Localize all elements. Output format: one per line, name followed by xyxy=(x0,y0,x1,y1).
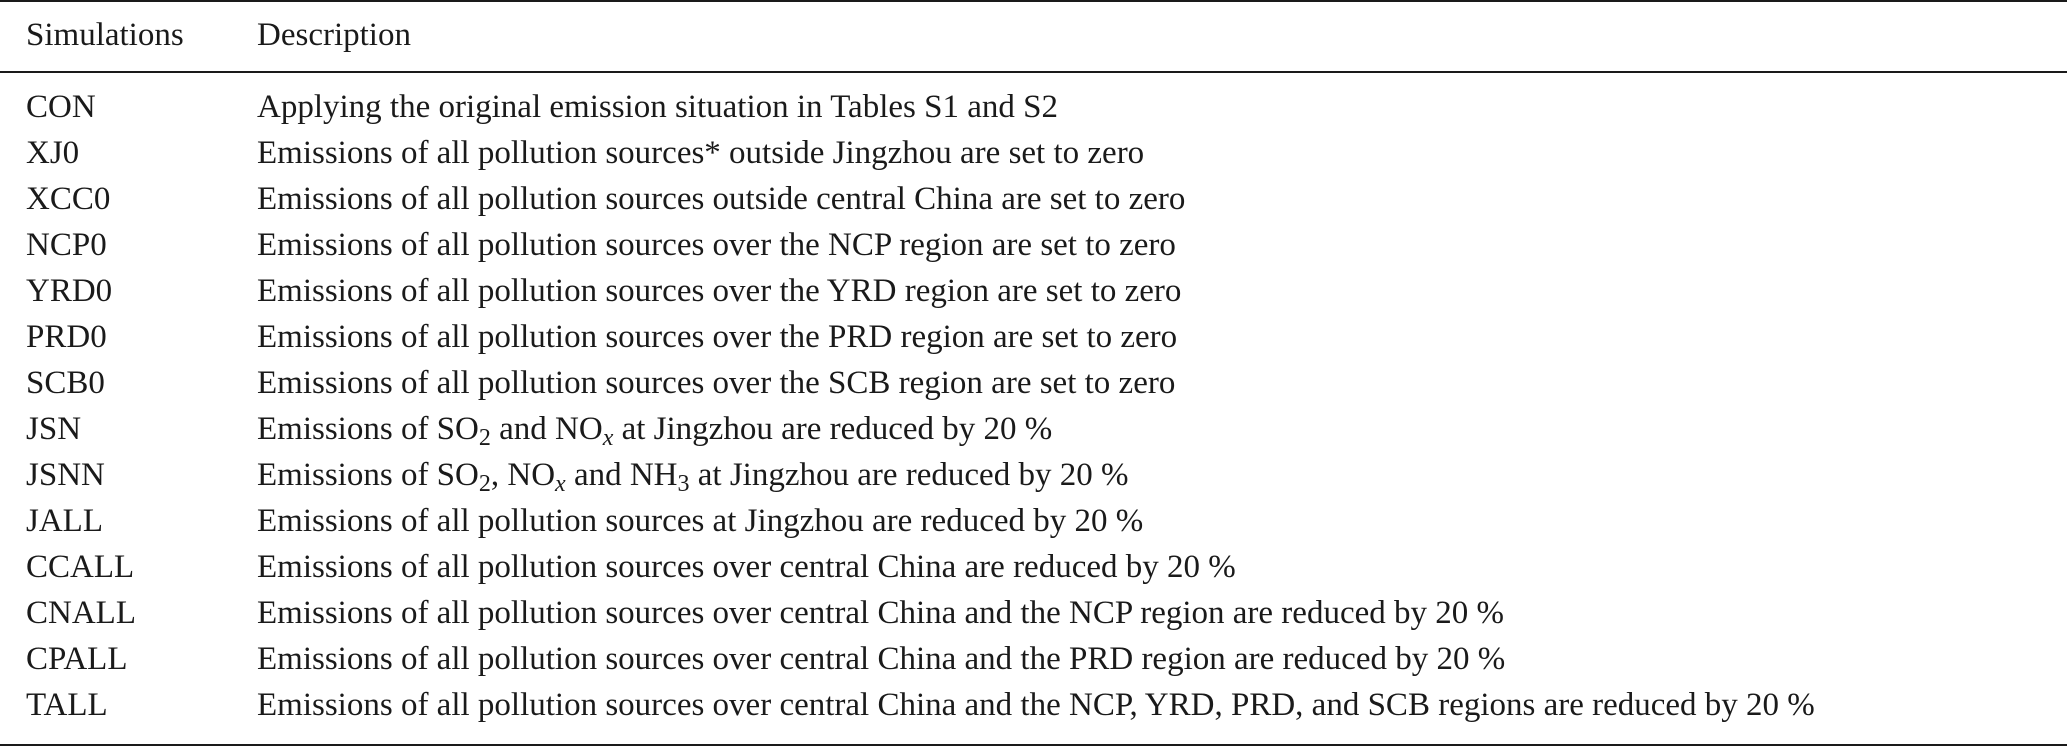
simulation-description: Emissions of all pollution sources over the NCP region are set to zero xyxy=(257,227,1176,263)
table-row xyxy=(0,314,2067,360)
simulation-name: CPALL xyxy=(26,641,128,677)
table-header-rule xyxy=(0,71,2067,73)
simulation-description: Emissions of all pollution sources* outside Jingzhou are set to zero xyxy=(257,135,1145,171)
simulation-name: JSN xyxy=(26,411,82,447)
simulation-name: JALL xyxy=(26,503,103,539)
table-row xyxy=(0,268,2067,314)
simulation-description: Emissions of all pollution sources outside central China are set to zero xyxy=(257,181,1186,217)
table-row xyxy=(0,84,2067,130)
simulation-description: Applying the original emission situation in Tables S1 and S2 xyxy=(257,89,1058,125)
simulation-description: Emissions of all pollution sources at Jingzhou are reduced by 20 % xyxy=(257,503,1144,539)
simulation-description: Emissions of all pollution sources over the PRD region are set to zero xyxy=(257,319,1178,355)
table-row xyxy=(0,452,2067,498)
table-row xyxy=(0,636,2067,682)
table-row xyxy=(0,544,2067,590)
simulation-name: JSNN xyxy=(26,457,105,493)
table-bottom-rule xyxy=(0,744,2067,746)
table-top-rule xyxy=(0,0,2067,2)
simulation-description: Emissions of all pollution sources over central China and the NCP region are reduced by 20 % xyxy=(257,595,1504,631)
simulation-description: Emissions of all pollution sources over the SCB region are set to zero xyxy=(257,365,1176,401)
simulation-name: NCP0 xyxy=(26,227,107,263)
table-row xyxy=(0,130,2067,176)
simulation-description: Emissions of all pollution sources over the YRD region are set to zero xyxy=(257,273,1182,309)
table-row xyxy=(0,498,2067,544)
header-simulations: Simulations xyxy=(26,17,184,53)
simulation-name: CNALL xyxy=(26,595,136,631)
simulation-name: SCB0 xyxy=(26,365,105,401)
simulation-description: Emissions of all pollution sources over central China and the NCP, YRD, PRD, and SCB regions are reduced by 20 % xyxy=(257,687,1815,723)
simulation-name: YRD0 xyxy=(26,273,113,309)
simulation-name: CCALL xyxy=(26,549,135,585)
simulation-description: Emissions of all pollution sources over central China are reduced by 20 % xyxy=(257,549,1236,585)
simulation-name: PRD0 xyxy=(26,319,107,355)
simulation-description: Emissions of $SO_2$ and $NO_x$ at Jingzhou are reduced by 20 % xyxy=(257,411,1053,451)
table-row xyxy=(0,406,2067,452)
simulation-name: TALL xyxy=(26,687,108,723)
table-body xyxy=(0,84,2067,728)
table-row xyxy=(0,360,2067,406)
table-row xyxy=(0,222,2067,268)
table-header-row xyxy=(0,12,2067,58)
header-description: Description xyxy=(257,17,411,53)
simulation-name: XJ0 xyxy=(26,135,80,171)
table-row xyxy=(0,590,2067,636)
simulation-name: XCC0 xyxy=(26,181,111,217)
simulation-name: CON xyxy=(26,89,96,125)
simulation-description: Emissions of all pollution sources over central China and the PRD region are reduced by 20 % xyxy=(257,641,1506,677)
table-row xyxy=(0,176,2067,222)
simulation-description: Emissions of $SO_2$, $NO_x$ and $NH_3$ at Jingzhou are reduced by 20 % xyxy=(257,457,1129,497)
table-row xyxy=(0,682,2067,728)
